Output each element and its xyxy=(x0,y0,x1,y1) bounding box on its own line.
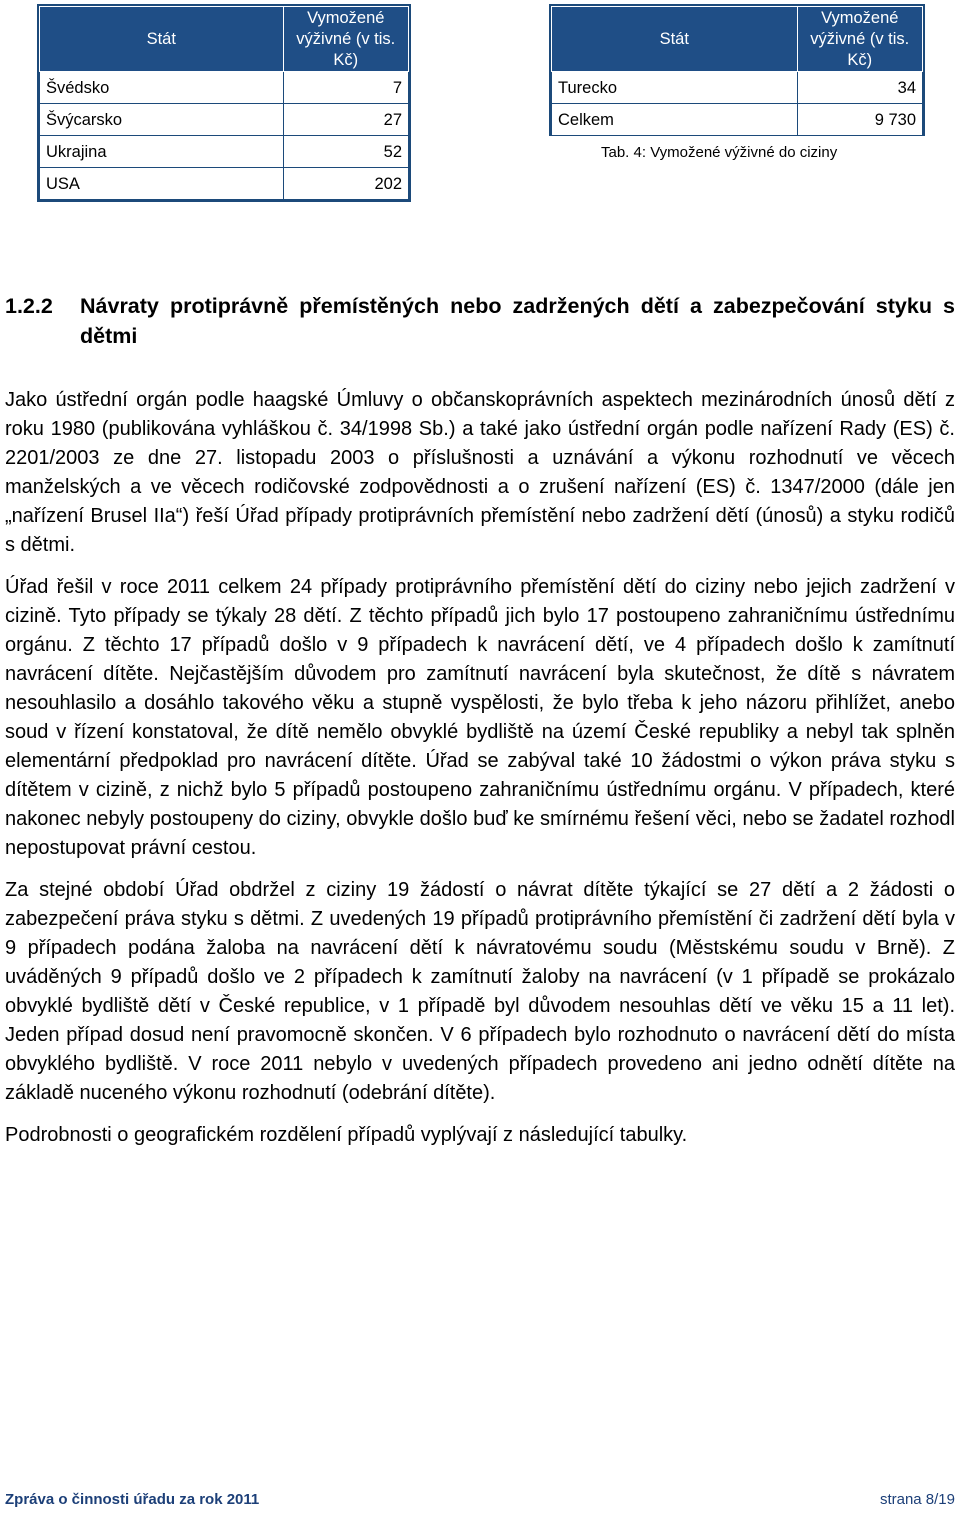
paragraph: Podrobnosti o geografickém rozdělení případů vyplývají z následující tabulky. xyxy=(5,1124,688,1146)
alimony-table-right xyxy=(551,6,923,136)
paragraph: Jako ústřední orgán podle haagské Úmluvy o občanskoprávních aspektech mezinárodních únosů dětí z roku 1980 (publikována vyhláškou č. 34/1998 Sb.) a také jako ústřední orgán podle nařízení Rady (ES) č. 2201/2003 ze dne 27. listopadu 2003 o příslušnosti a uznávání a výkonu rozhodnutí ve věcech manželských a ve věcech rodičovské zodpovědnosti a o zrušení nařízení (ES) č. 1347/2000 (dále jen „nařízení Brusel IIa“) řeší Úřad případy protiprávních přemístění nebo zadržení dětí (únosů) a styku rodičů s dětmi. xyxy=(5,389,955,556)
table-right xyxy=(549,4,925,161)
country-cell: Švédsko xyxy=(40,72,284,104)
alimony-table-left xyxy=(39,6,409,200)
country-cell: Turecko xyxy=(552,72,798,104)
country-cell: Celkem xyxy=(552,104,798,136)
country-cell: Švýcarsko xyxy=(40,104,284,136)
header-country: Stát xyxy=(552,7,798,72)
footer-page-number: strana 8/19 xyxy=(879,1491,955,1508)
amount-cell: 27 xyxy=(283,104,408,136)
table-row xyxy=(40,104,409,136)
table-left xyxy=(37,4,411,202)
header-amount: Vymožené výživné (v tis. Kč) xyxy=(797,7,922,72)
amount-cell: 52 xyxy=(283,136,408,168)
table-row xyxy=(40,72,409,104)
body-text xyxy=(5,386,955,1163)
footer-report-title: Zpráva o činnosti úřadu za rok 2011 xyxy=(5,1491,260,1508)
table-row xyxy=(40,168,409,200)
section-number: 1.2.2 xyxy=(5,294,53,318)
table-row xyxy=(552,72,923,104)
amount-cell: 34 xyxy=(797,72,922,104)
header-country: Stát xyxy=(40,7,284,72)
amount-cell: 202 xyxy=(283,168,408,200)
country-cell: Ukrajina xyxy=(40,136,284,168)
page-footer xyxy=(5,1491,955,1508)
table-caption: Tab. 4: Vymožené výživné do ciziny xyxy=(601,144,838,161)
paragraph: Za stejné období Úřad obdržel z ciziny 19 žádostí o návrat dítěte týkající se 27 dětí a 2 žádosti o zabezpečení práva styku s dětmi. Z uvedených 19 případů protiprávního přemístění či zadržení dětí byla v 9 případech podána žaloba na navrácení dětí k návratovému soudu (Městskému soudu v Brně). Z uváděných 9 případů došlo ve 2 případech k zamítnutí žaloby na navrácení (v 1 případě se prokázalo obvyklé bydliště dětí v České republice, v 1 případě byl důvodem nesouhlas dětí ve věku 15 a 11 let). Jeden případ dosud není pravomocně skončen. V 6 případech bylo rozhodnuto o navrácení dětí do místa obvyklého bydliště. V roce 2011 nebylo v uvedených případech provedeno ani jedno odnětí dítěte na základě nuceného výkonu rozhodnutí (odebrání dítěte). xyxy=(5,879,955,1104)
amount-cell: 9 730 xyxy=(797,104,922,136)
country-cell: USA xyxy=(40,168,284,200)
table-row xyxy=(40,136,409,168)
table-row xyxy=(552,104,923,136)
section-title: Návraty protiprávně přemístěných nebo zadržených dětí a zabezpečování styku s dětmi xyxy=(80,294,955,348)
section-heading xyxy=(5,291,955,351)
amount-cell: 7 xyxy=(283,72,408,104)
paragraph: Úřad řešil v roce 2011 celkem 24 případy protiprávního přemístění dětí do ciziny nebo jejich zadržení v cizině. Tyto případy se týkaly 28 dětí. Z těchto případů jich bylo 17 postoupeno zahraničnímu ústřednímu orgánu. Z těchto 17 případů došlo v 9 případech k navrácení dětí, ve 4 případech došlo k zamítnutí navrácení dítěte. Nejčastějším důvodem pro zamítnutí navrácení byla skutečnost, že dítě s návratem nesouhlasilo a dosáhlo takového věku a stupně vyspělosti, že bylo třeba k jeho názoru přihlížet, anebo soud v řízení konstatoval, že dítě nemělo obvyklé bydliště na území České republiky a nebyl tak splněn elementární předpoklad pro navrácení dítěte. Úřad se zabýval také 10 žádostmi o výkon práva styku s dítětem v cizině, z nichž bylo 5 případů postoupeno zahraničnímu ústřednímu orgánu. V případech, které nakonec nebyly postoupeny do ciziny, obvykle došlo buď ke smírnému řešení věci, nebo se žadatel rozhodl nepostupovat právní cestou. xyxy=(5,576,955,859)
header-amount: Vymožené výživné (v tis. Kč) xyxy=(283,7,408,72)
